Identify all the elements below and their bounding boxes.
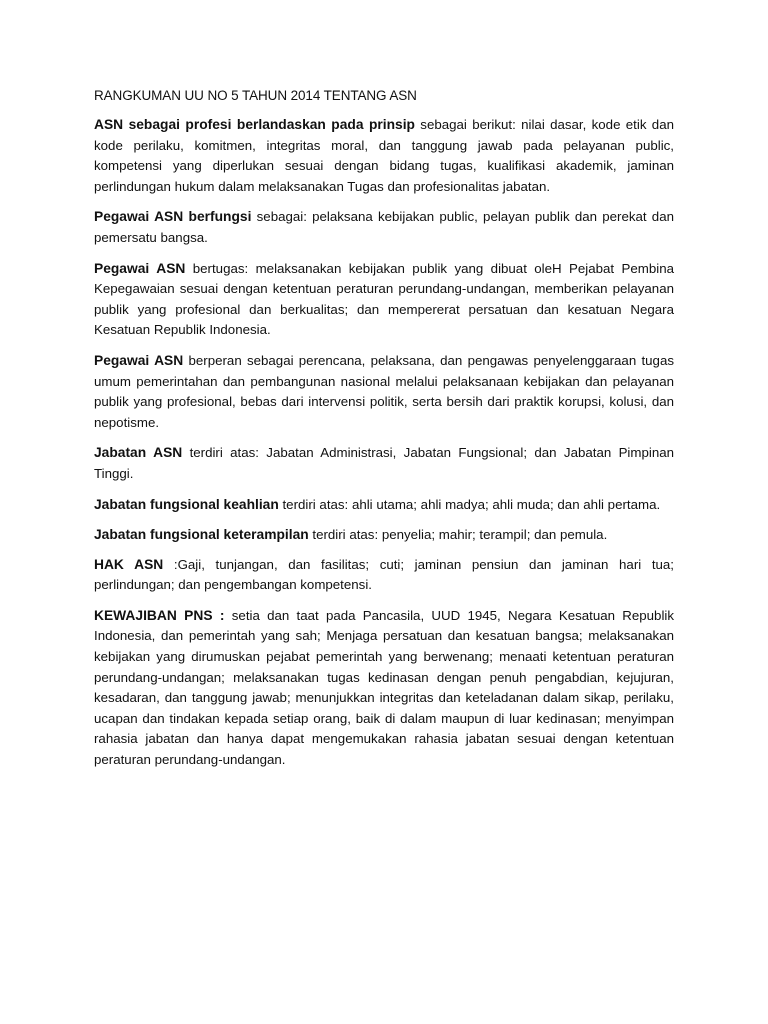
paragraph-lead: Jabatan fungsional keterampilan — [94, 527, 309, 543]
paragraph-lead: Pegawai ASN berfungsi — [94, 209, 252, 225]
paragraph-lead: ASN sebagai profesi berlandaskan pada prinsip — [94, 117, 415, 132]
paragraph-lead: HAK ASN — [94, 556, 164, 572]
paragraph-body: terdiri atas: penyelia; mahir; terampil; dan pemula. — [308, 527, 608, 543]
paragraph-prinsip-asn — [94, 115, 674, 197]
paragraph-body: sebagai: pelaksana kebijakan public, pelayan publik dan perekat dan pemersatu bangsa. — [94, 209, 674, 245]
paragraph-fungsional-keahlian — [94, 495, 674, 516]
paragraph-fungsi-asn — [94, 207, 674, 248]
paragraph-lead: Jabatan fungsional keahlian — [94, 496, 279, 512]
paragraph-lead: Pegawai ASN — [94, 352, 184, 368]
paragraph-body: bertugas: melaksanakan kebijakan publik yang dibuat oleH Pejabat Pembina Kepegawaian sesuai dengan ketentuan peraturan perundang-undangan, memberikan pelayanan publik yang profesional dan berkualitas; dan mempererat persatuan dan kesatuan Negara Kesatuan Republik Indonesia. — [94, 260, 675, 338]
paragraph-peran-asn — [94, 351, 674, 433]
paragraph-body: terdiri atas: ahli utama; ahli madya; ahli muda; dan ahli pertama. — [278, 496, 661, 512]
paragraph-jabatan-asn — [94, 443, 674, 484]
paragraph-lead: KEWAJIBAN PNS : — [94, 607, 225, 623]
paragraph-kewajiban-pns — [94, 606, 674, 771]
document-title: RANGKUMAN UU NO 5 TAHUN 2014 TENTANG ASN — [94, 88, 417, 103]
paragraph-tugas-asn — [94, 259, 674, 341]
paragraph-body: setia dan taat pada Pancasila, UUD 1945, Negara Kesatuan Republik Indonesia, dan pemerintah yang sah; Menjaga persatuan dan kesatuan bangsa; melaksanakan kebijakan yang dirumuskan pejabat pemerintah yang berwenang; menaati ketentuan peraturan perundang-undangan; melaksanakan tugas kedinasan dengan penuh pengabdian, kejujuran, kesadaran, dan tanggung jawab; menunjukkan integritas dan keteladanan dalam sikap, perilaku, ucapan dan tindakan kepada setiap orang, baik di dalam maupun di luar kedinasan; menyimpan rahasia jabatan dan hanya dapat mengemukakan rahasia jabatan sesuai dengan ketentuan peraturan perundang-undangan. — [94, 607, 674, 768]
paragraph-body: berperan sebagai perencana, pelaksana, dan pengawas penyelenggaraan tugas umum pemerintahan dan pembangunan nasional melalui pelaksanaan kebijakan dan pelayanan publik yang profesional, bebas dari intervensi politik, serta bersih dari praktik korupsi, kolusi, dan nepotisme. — [94, 352, 674, 430]
paragraph-body: sebagai berikut: nilai dasar, kode etik dan kode perilaku, komitmen, integritas moral, dan tanggung jawab pada pelayanan public, kompetensi yang diperlukan sesuai dengan bidang tugas, kualifikasi akademik, jaminan perlindungan hukum dalam melaksanakan Tugas dan profesionalitas jabatan. — [94, 117, 674, 194]
paragraph-body: :Gaji, tunjangan, dan fasilitas; cuti; jaminan pensiun dan jaminan hari tua; perlindungan; dan pengembangan kompetensi. — [94, 556, 674, 593]
document-page — [94, 86, 674, 781]
paragraph-lead: Pegawai ASN — [94, 260, 186, 276]
paragraph-body: terdiri atas: Jabatan Administrasi, Jabatan Fungsional; dan Jabatan Pimpinan Tinggi. — [94, 445, 675, 481]
paragraph-fungsional-keterampilan — [94, 525, 674, 546]
paragraph-hak-asn — [94, 555, 674, 596]
paragraph-lead: Jabatan ASN — [94, 445, 183, 461]
